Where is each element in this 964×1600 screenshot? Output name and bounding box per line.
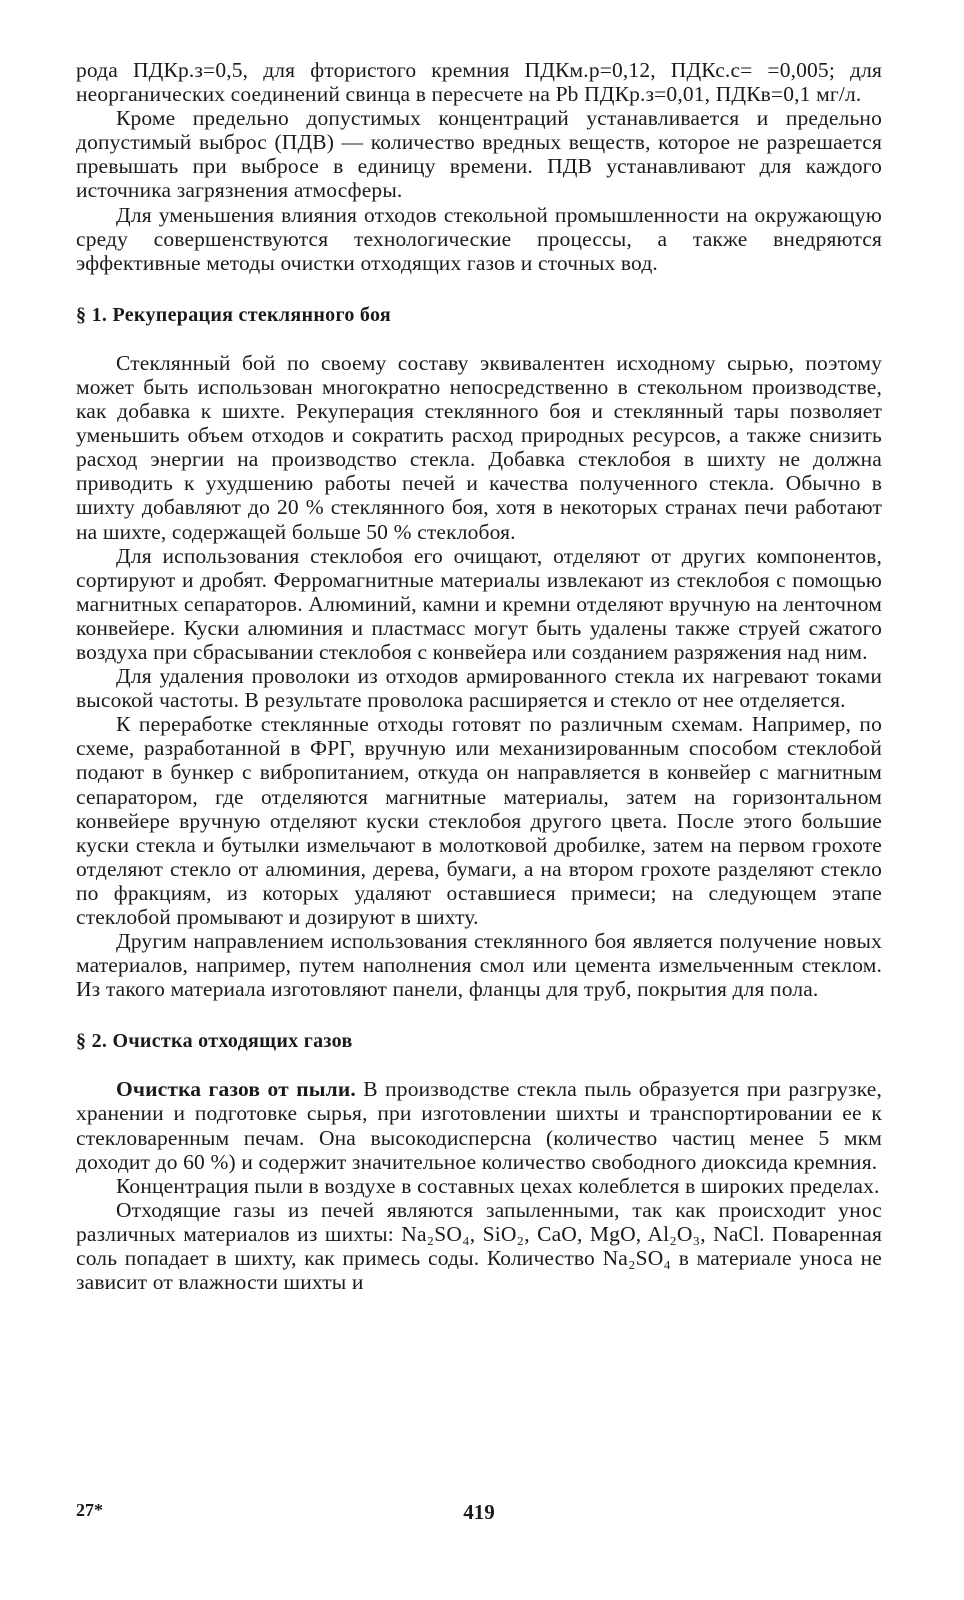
page-number: 419 <box>463 1500 495 1524</box>
paragraph: К переработке стеклянные отходы готовят по различным схемам. Например, по схеме, разработанной в ФРГ, вручную или механизированным способом стеклобой подают в бункер с вибропитанием, откуда он направляется в конвейер с магнитным сепаратором, где отделяются магнитные материалы, затем на горизонтальном конвейере вручную отделяют куски стеклобоя другого цвета. После этого большие куски стекла и бутылки измельчают в молотковой дробилке, затем на первом грохоте отделяют стекло от алюминия, дерева, бумаги, а на втором грохоте разделяют стекло по фракциям, из которых удаляют оставшиеся примеси; на следующем этапе стеклобой промывают и дозируют в шихту. <box>76 712 882 929</box>
run-in-heading: Очистка газов от пыли. <box>116 1077 356 1102</box>
paragraph: Другим направлением использования стеклянного боя является получение новых материалов, например, путем наполнения смол или цемента измельченным стеклом. Из такого материала изготовляют панели, фланцы для труб, покрытия для пола. <box>76 929 882 1002</box>
paragraph: Для уменьшения влияния отходов стекольной промышленности на окружающую среду совершенствуются технологические процессы, а также внедряются эффективные методы очистки отходящих газов и сточных вод. <box>76 202 882 275</box>
page-footer <box>76 1500 882 1526</box>
paragraph-text: В производстве стекла пыль образуется при разгрузке, хранении и подготовке сырья, при изготовлении шихты и транспортировании ее к стекловаренным печам. Она высокодисперсна (количество частиц менее 5 мкм доходит до 60 %) и содержит значительное количество свободного диоксида кремния. <box>76 1077 882 1174</box>
section-heading-1: § 1. Рекуперация стеклянного боя <box>76 303 392 326</box>
paragraph: Для использования стеклобоя его очищают, отделяют от других компонентов, сортируют и дробят. Ферромагнитные материалы извлекают из стеклобоя с помощью магнитных сепараторов. Алюминий, камни и кремни отделяют вручную на ленточном конвейере. Куски алюминия и пластмасс могут быть удалены также струей сжатого воздуха при сбрасывании стеклобоя с конвейера или созданием разряжения над ним. <box>76 543 882 664</box>
paragraph: Стеклянный бой по своему составу эквивалентен исходному сырью, поэтому может быть использован многократно непосредственно в стекольном производстве, как добавка к шихте. Рекуперация стеклянного боя и стеклянный тары позволяет уменьшить объем отходов и сократить расход природных ресурсов, а также снизить расход энергии на производство стекла. Добавка стеклобоя в шихту не должна приводить к ухудшению работы печей и качества полученного стекла. Обычно в шихту добавляют до 20 % стеклянного боя, хотя в некоторых странах печи работают на шихте, содержащей больше 50 % стеклобоя. <box>76 350 882 544</box>
paragraph: Кроме предельно допустимых концентраций устанавливается и предельно допустимый выброс (ПДВ) — количество вредных веществ, которое не разрешается превышать при выбросе в единицу времени. ПДВ устанавливают для каждого источника загрязнения атмосферы. <box>76 106 882 203</box>
signature-mark: 27* <box>76 1500 103 1520</box>
paragraph: рода ПДКр.з=0,5, для фтористого кремния ПДКм.р=0,12, ПДКс.с= =0,005; для неорганических соединений свинца в пересчете на Pb ПДКр.з=0,01, ПДКв=0,1 мг/л. <box>76 58 882 107</box>
paragraph: Отходящие газы из печей являются запыленными, так как происходит унос различных материалов из шихты: Na₂SO₄, SiO₂, CaO, MgO, Al₂O₃, NaCl. Поваренная соль попадает в шихту, как примесь соды. Количество Na₂SO₄ в материале уноса не зависит от влажности шихты и <box>76 1197 882 1295</box>
paragraph: Концентрация пыли в воздухе в составных цехах колеблется в широких пределах. <box>116 1173 880 1198</box>
section-heading-2: § 2. Очистка отходящих газов <box>76 1030 353 1053</box>
paragraph: Для удаления проволоки из отходов армированного стекла их нагревают токами высокой частоты. В результате проволока расширяется и стекло от нее отделяется. <box>76 664 882 713</box>
page-body <box>76 58 882 1294</box>
paragraph <box>76 1077 882 1173</box>
